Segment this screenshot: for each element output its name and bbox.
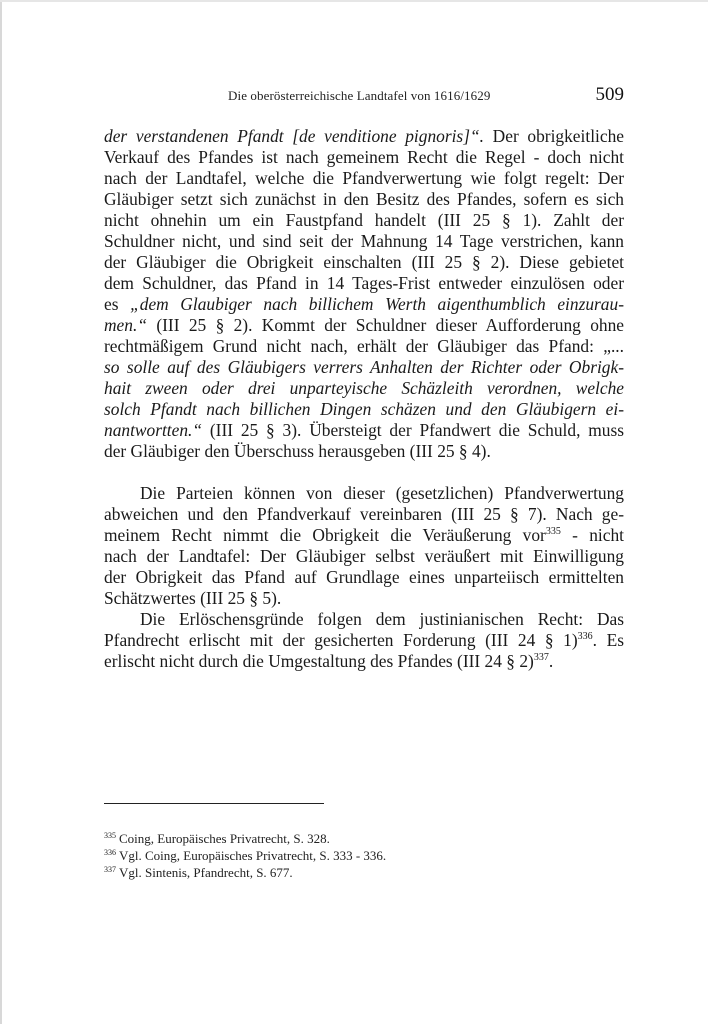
text-line: Die Parteien können von dieser (gesetzlichen) Pfandverwertung <box>140 483 624 503</box>
italic-quote-line: solch Pfandt nach billichen Dingen schäzen und den Gläubigern ei- <box>104 399 624 419</box>
footnote-335 <box>104 830 624 847</box>
footnote-number: 335 <box>104 831 116 840</box>
footnote-text: Vgl. Sintenis, Pfandrecht, S. 677. <box>119 865 293 880</box>
footnote-337 <box>104 864 624 881</box>
text-line: der Obrigkeit das Pfand auf Grundlage eines unparteiisch ermittelten <box>104 567 624 587</box>
italic-quote: „dem Glaubiger nach billichem Werth aigenthumblich einzurau- <box>130 294 624 314</box>
text-line: Die Erlöschensgründe folgen dem justinianischen Recht: Das <box>140 609 624 629</box>
text-span: Der obrigkeitliche <box>484 126 624 146</box>
scan-top-edge <box>0 0 708 2</box>
text-span: . <box>548 651 554 671</box>
footnote-ref-335[interactable]: 335 <box>545 526 561 537</box>
text-span: es <box>104 294 131 314</box>
page-number: 509 <box>595 84 624 105</box>
text-line <box>104 294 624 315</box>
text-line: Gläubiger setzt sich zunächst in den Besitz des Pfandes, sofern es sich <box>104 189 624 209</box>
text-line: rechtmäßigem Grund nicht nach, erhält der Gläubiger das Pfand: „... <box>104 336 624 356</box>
scan-left-edge <box>0 0 2 1024</box>
text-span: meinem Recht nimmt die Obrigkeit die Veräußerung vor <box>104 525 546 545</box>
footnote-336 <box>104 847 624 864</box>
text-line: nach der Landtafel, welche die Pfandverwertung wie folgt regelt: Der <box>104 168 624 188</box>
text-line <box>104 315 624 336</box>
italic-quote: nantwortten.“ <box>104 420 203 440</box>
text-line: der Gläubiger die Obrigkeit einschalten (III 25 § 2). Diese gebietet <box>104 252 624 272</box>
footnote-text: Vgl. Coing, Europäisches Privatrecht, S. 333 - 336. <box>119 848 387 863</box>
running-header <box>104 86 624 108</box>
text-span: erlischt nicht durch die Umgestaltung des Pfandes (III 24 § 2) <box>104 651 534 671</box>
text-line: Verkauf des Pfandes ist nach gemeinem Recht die Regel - doch nicht <box>104 147 624 167</box>
header-title: Die oberösterreichische Landtafel von 1616/1629 <box>228 88 491 103</box>
italic-quote-line: so solle auf des Gläubigers verrers Anhalten der Richter oder Obrigk- <box>104 357 624 377</box>
text-span: - nicht <box>560 525 624 545</box>
text-line: nicht ohnehin um ein Faustpfand handelt (III 25 § 1). Zahlt der <box>104 210 624 230</box>
paragraph-3 <box>104 609 624 672</box>
text-line: Schuldner nicht, und sind seit der Mahnung 14 Tage verstrichen, kann <box>104 231 624 251</box>
text-line: nach der Landtafel: Der Gläubiger selbst veräußert mit Einwilligung <box>104 546 624 566</box>
italic-quote-line: hait zween oder drei unparteyische Schäzleith verordnen, welche <box>104 378 624 398</box>
italic-quote: der verstandenen Pfandt [de venditione pignoris]“. <box>104 126 484 146</box>
footnote-ref-337[interactable]: 337 <box>533 652 549 663</box>
footnote-number: 337 <box>104 865 116 874</box>
text-line: der Gläubiger den Überschuss herausgeben (III 25 § 4). <box>104 441 491 461</box>
footnote-divider <box>104 803 324 804</box>
text-line <box>104 126 624 147</box>
text-line: abweichen und den Pfandverkauf vereinbaren (III 25 § 7). Nach ge- <box>104 504 624 524</box>
text-span: . Es <box>592 630 624 650</box>
footnote-number: 336 <box>104 848 116 857</box>
footnotes <box>104 830 624 881</box>
paragraph-1 <box>104 126 624 462</box>
text-span: Pfandrecht erlischt mit der gesicherten Forderung (III 24 § 1) <box>104 630 578 650</box>
text-line <box>104 420 624 441</box>
footnote-text: Coing, Europäisches Privatrecht, S. 328. <box>119 831 330 846</box>
text-span: (III 25 § 3). Übersteigt der Pfandwert die Schuld, muss <box>202 420 624 440</box>
italic-quote: men.“ <box>104 315 147 335</box>
text-line <box>104 651 624 672</box>
paragraph-2 <box>104 483 624 609</box>
text-line: dem Schuldner, das Pfand in 14 Tages-Frist entweder einzulösen oder <box>104 273 624 293</box>
body-text <box>104 126 624 672</box>
text-line <box>104 630 624 651</box>
text-line: Schätzwertes (III 25 § 5). <box>104 588 282 608</box>
footnote-ref-336[interactable]: 336 <box>577 631 593 642</box>
text-line <box>104 525 624 546</box>
text-span: (III 25 § 2). Kommt der Schuldner dieser Aufforderung ohne <box>147 315 624 335</box>
